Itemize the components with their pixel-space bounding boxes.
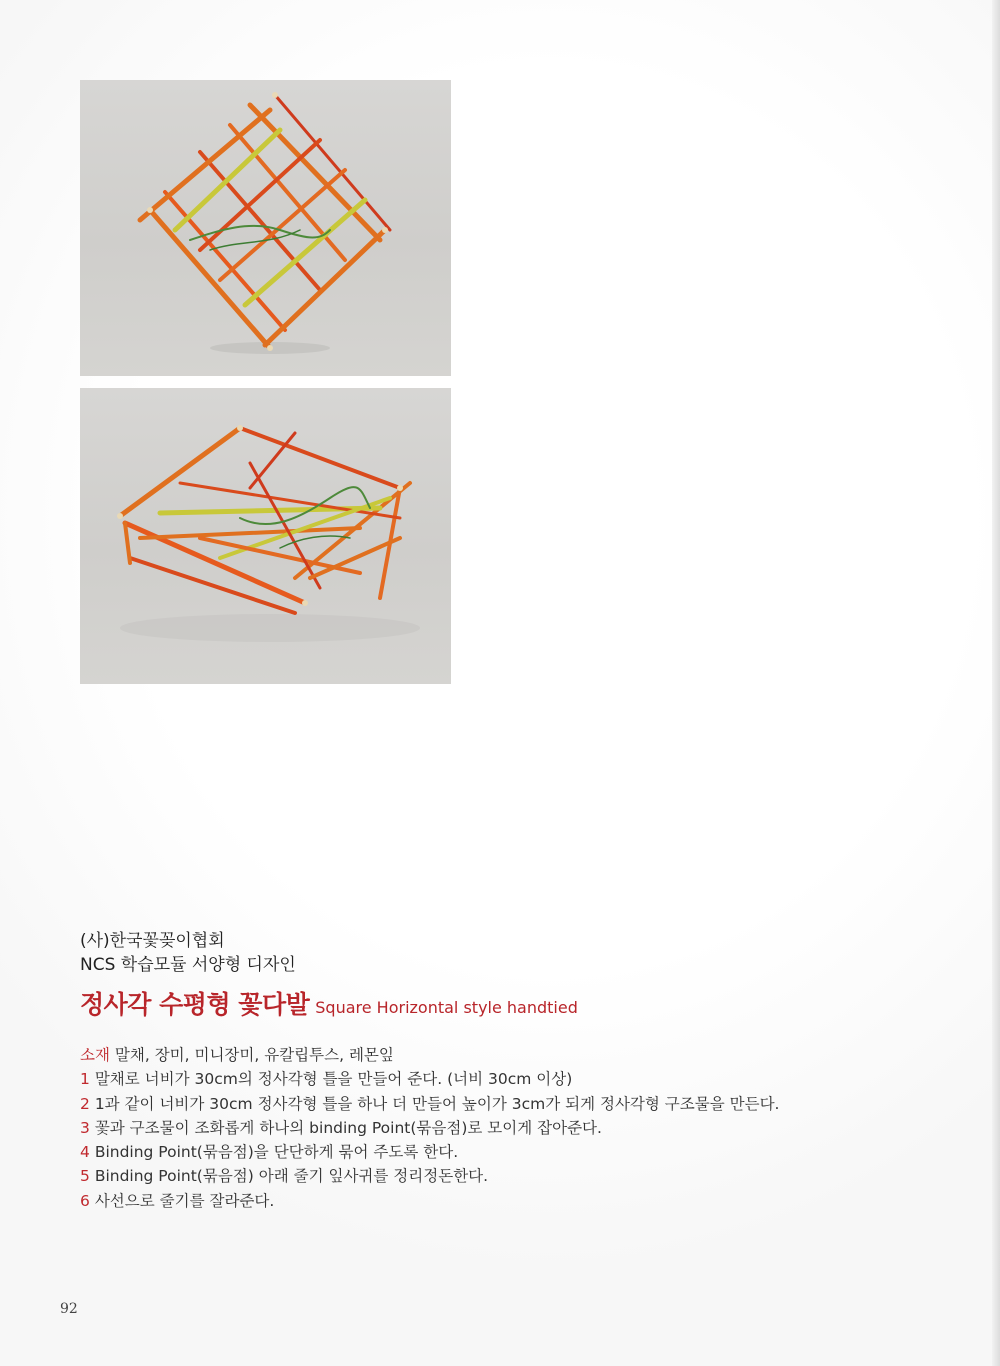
- title-korean: 정사각 수평형 꽃다발: [80, 990, 310, 1019]
- step-line: [80, 1189, 779, 1213]
- step-number: 4: [80, 1143, 90, 1162]
- step-line: [80, 1067, 779, 1091]
- page-edge-shadow: [992, 0, 1000, 1366]
- step-text: 말채로 너비가 30cm의 정사각형 틀을 만들어 준다. (너비 30cm 이상): [94, 1070, 573, 1089]
- photo-frame-standing: [80, 80, 451, 376]
- step-line: [80, 1092, 779, 1116]
- design-title: [80, 985, 578, 1021]
- step-text: Binding Point(묶음점) 아래 줄기 잎사귀를 정리정돈한다.: [94, 1167, 489, 1186]
- step-number: 1: [80, 1070, 90, 1089]
- step-number: 3: [80, 1118, 90, 1137]
- step-line: [80, 1116, 779, 1140]
- step-number: 5: [80, 1167, 90, 1186]
- materials-text: 말채, 장미, 미니장미, 유칼립투스, 레몬잎: [114, 1046, 394, 1064]
- materials-label: 소재: [80, 1046, 110, 1064]
- step-number: 2: [80, 1094, 90, 1113]
- step-text: 사선으로 줄기를 잘라준다.: [94, 1191, 275, 1210]
- step-text: 꽃과 구조물이 조화롭게 하나의 binding Point(묶음점)로 모이게 잡아준다.: [94, 1118, 602, 1137]
- materials-line: [80, 1043, 779, 1067]
- step-text: 1과 같이 너비가 30cm 정사각형 틀을 하나 더 만들어 높이가 3cm가 되게 정사각형 구조물을 만든다.: [94, 1094, 780, 1113]
- step-line: [80, 1140, 779, 1164]
- photo-frame-horizontal: [80, 388, 451, 684]
- course-name: NCS 학습모듈 서양형 디자인: [80, 955, 296, 975]
- step-line: [80, 1164, 779, 1188]
- title-english: Square Horizontal style handtied: [315, 998, 578, 1017]
- step-number: 6: [80, 1191, 90, 1210]
- organization-name: (사)한국꽃꽂이협회: [80, 931, 225, 951]
- instructions: [80, 1043, 779, 1213]
- page-number: 92: [60, 1301, 78, 1317]
- step-text: Binding Point(묶음점)을 단단하게 묶어 주도록 한다.: [94, 1143, 459, 1162]
